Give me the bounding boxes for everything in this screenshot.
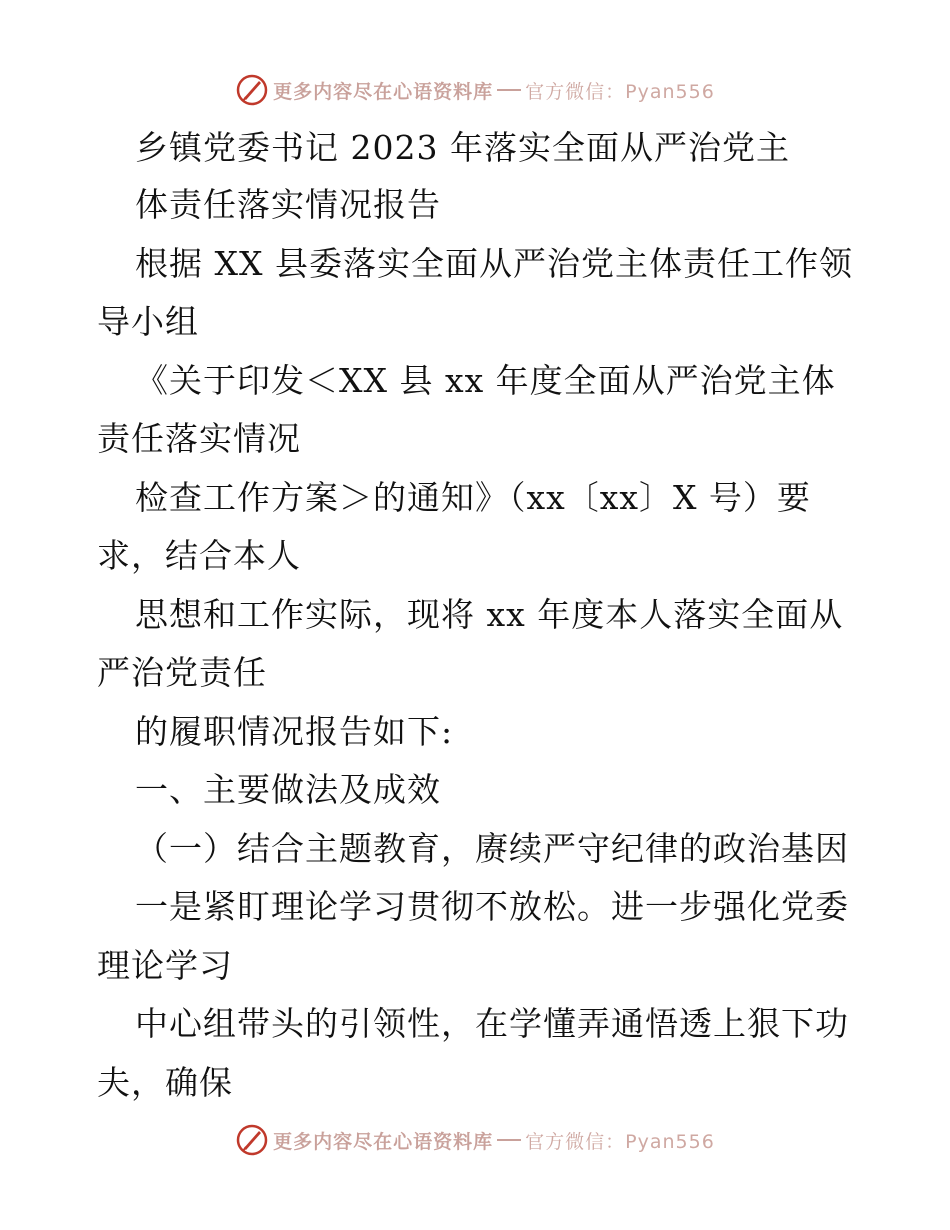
quill-logo-icon bbox=[235, 73, 269, 107]
footer-watermark bbox=[0, 1120, 950, 1160]
header-watermark bbox=[0, 70, 950, 110]
paragraph-line: 一是紧盯理论学习贯彻不放松。进一步强化党委 bbox=[135, 887, 849, 926]
title-line-2: 体责任落实情况报告 bbox=[135, 185, 441, 224]
watermark-slogan: 更多内容尽在心语资料库 bbox=[273, 1130, 494, 1153]
paragraph-line: 理论学习 bbox=[97, 946, 233, 985]
paragraph-line: 夫，确保 bbox=[97, 1063, 233, 1102]
title-line-1: 乡镇党委书记 2023 年落实全面从严治党主 bbox=[135, 128, 790, 167]
watermark-dash bbox=[497, 1139, 521, 1141]
paragraph-line: 求，结合本人 bbox=[97, 536, 301, 575]
quill-logo-icon bbox=[235, 1123, 269, 1157]
watermark-slogan: 更多内容尽在心语资料库 bbox=[273, 80, 494, 103]
watermark-dash bbox=[497, 89, 521, 91]
paragraph-line: 根据 XX 县委落实全面从严治党主体责任工作领 bbox=[135, 244, 853, 283]
section-heading: 一、主要做法及成效 bbox=[135, 770, 441, 809]
paragraph-line: 导小组 bbox=[97, 302, 199, 341]
paragraph-line: 中心组带头的引领性，在学懂弄通悟透上狠下功 bbox=[135, 1004, 849, 1043]
paragraph-line: 的履职情况报告如下: bbox=[135, 712, 454, 751]
paragraph-line: 思想和工作实际，现将 xx 年度本人落实全面从 bbox=[135, 595, 844, 634]
paragraph-line: 严治党责任 bbox=[97, 653, 267, 692]
paragraph-line: 检查工作方案＞的通知》（xx〔xx〕X 号）要 bbox=[135, 478, 811, 517]
watermark-wechat: 官方微信：Pyan556 bbox=[525, 80, 715, 103]
watermark-wechat: 官方微信：Pyan556 bbox=[525, 1130, 715, 1153]
subsection-heading: （一）结合主题教育，赓续严守纪律的政治基因 bbox=[135, 829, 849, 868]
paragraph-line: 责任落实情况 bbox=[97, 419, 301, 458]
paragraph-line: 《关于印发＜XX 县 xx 年度全面从严治党主体 bbox=[135, 361, 836, 400]
